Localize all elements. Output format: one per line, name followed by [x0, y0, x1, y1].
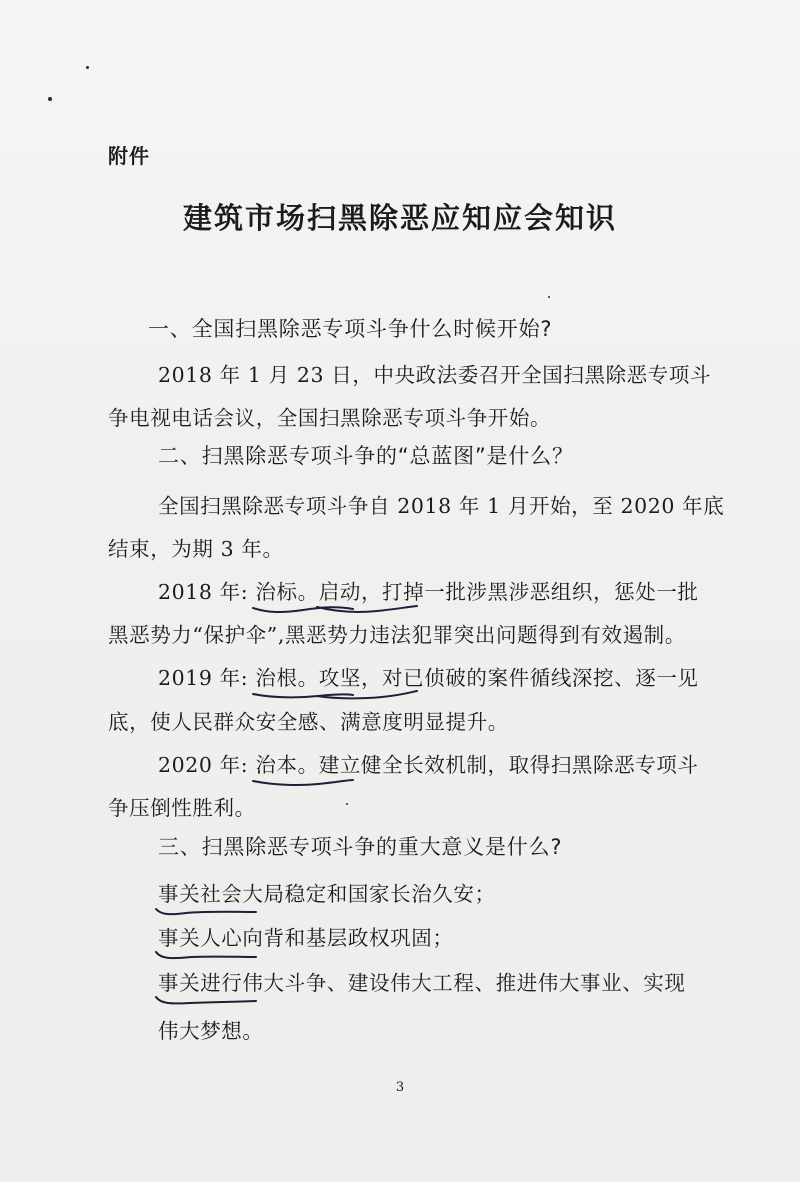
year-2018-label: 2018 年:	[158, 580, 249, 604]
significance-item-2: 事关人心向背和基层政权巩固 ；	[158, 921, 453, 951]
section-1-paragraph-line-1: 2018 年 1 月 23 日，中央政法委召开全国扫黑除恶专项斗	[158, 363, 712, 387]
significance-item-3-line-2: 伟大梦想。	[158, 1019, 264, 1043]
year-2020-line-1: 2020 年: 治本 。建立健全长效机制，取得扫黑除恶专项斗	[158, 748, 699, 778]
year-2018-line-2: 黑恶势力“保护伞”,黑恶势力违法犯罪突出问题得到有效遏制。	[108, 623, 686, 647]
scan-speck	[86, 66, 89, 69]
underlined-phrase: 启动	[319, 575, 361, 605]
underlined-phrase: 治标	[255, 575, 297, 605]
year-2020-line-2: 争压倒性胜利。	[108, 796, 256, 820]
page-number: 3	[395, 1080, 405, 1095]
section-3-heading: 三、扫黑除恶专项斗争的重大意义是什么?	[158, 835, 563, 859]
underlined-phrase: 攻坚	[319, 661, 361, 691]
underlined-phrase: 事关社会大局稳定和国家长治久安	[158, 877, 475, 907]
significance-item-3-line-1: 事关进行伟大 斗争、建设伟大工程、推进伟大事业、实现	[158, 966, 686, 996]
section-2-heading: 二、扫黑除恶专项斗争的“总蓝图”是什么？	[158, 444, 574, 468]
scan-speck	[48, 97, 52, 101]
section-1-paragraph-line-2: 争电视电话会议，全国扫黑除恶专项斗争开始。	[108, 406, 552, 430]
handwritten-underline	[317, 604, 417, 614]
underlined-phrase: 事关人心向背和基层政权巩固	[158, 921, 432, 951]
handwritten-underline	[156, 906, 256, 916]
handwritten-underline	[317, 690, 417, 700]
underlined-phrase: 事关进行伟大	[158, 966, 285, 996]
year-2018-line-1: 2018 年: 治标 。启动 ，打掉一批涉黑涉恶组织，惩处一批	[158, 575, 699, 605]
scan-speck	[548, 296, 550, 298]
document-title: 建筑市场扫黑除恶应知应会知识	[182, 201, 617, 235]
handwritten-underline	[156, 950, 256, 960]
section-2-paragraph-line-2: 结束，为期 3 年。	[108, 537, 284, 561]
significance-item-1: 事关社会大局稳定和国家长治久安 ；	[158, 877, 496, 907]
year-2019-label: 2019 年:	[158, 666, 249, 690]
year-2020-label: 2020 年:	[158, 753, 249, 777]
scan-speck	[346, 803, 348, 805]
attachment-label: 附件	[108, 144, 150, 168]
handwritten-underline	[156, 995, 256, 1005]
handwritten-underline	[253, 777, 353, 787]
section-1-heading: 一、全国扫黑除恶专项斗争什么时候开始?	[148, 317, 553, 341]
section-2-paragraph-line-1: 全国扫黑除恶专项斗争自 2018 年 1 月开始，至 2020 年底	[158, 494, 725, 518]
year-2019-line-1: 2019 年: 治根 。攻坚 ，对已侦破的案件循线深挖、逐一见	[158, 661, 699, 691]
year-2019-line-2: 底，使人民群众安全感、满意度明显提升。	[108, 710, 509, 734]
underlined-phrase: 治本	[255, 748, 297, 778]
underlined-phrase: 治根	[255, 661, 297, 691]
